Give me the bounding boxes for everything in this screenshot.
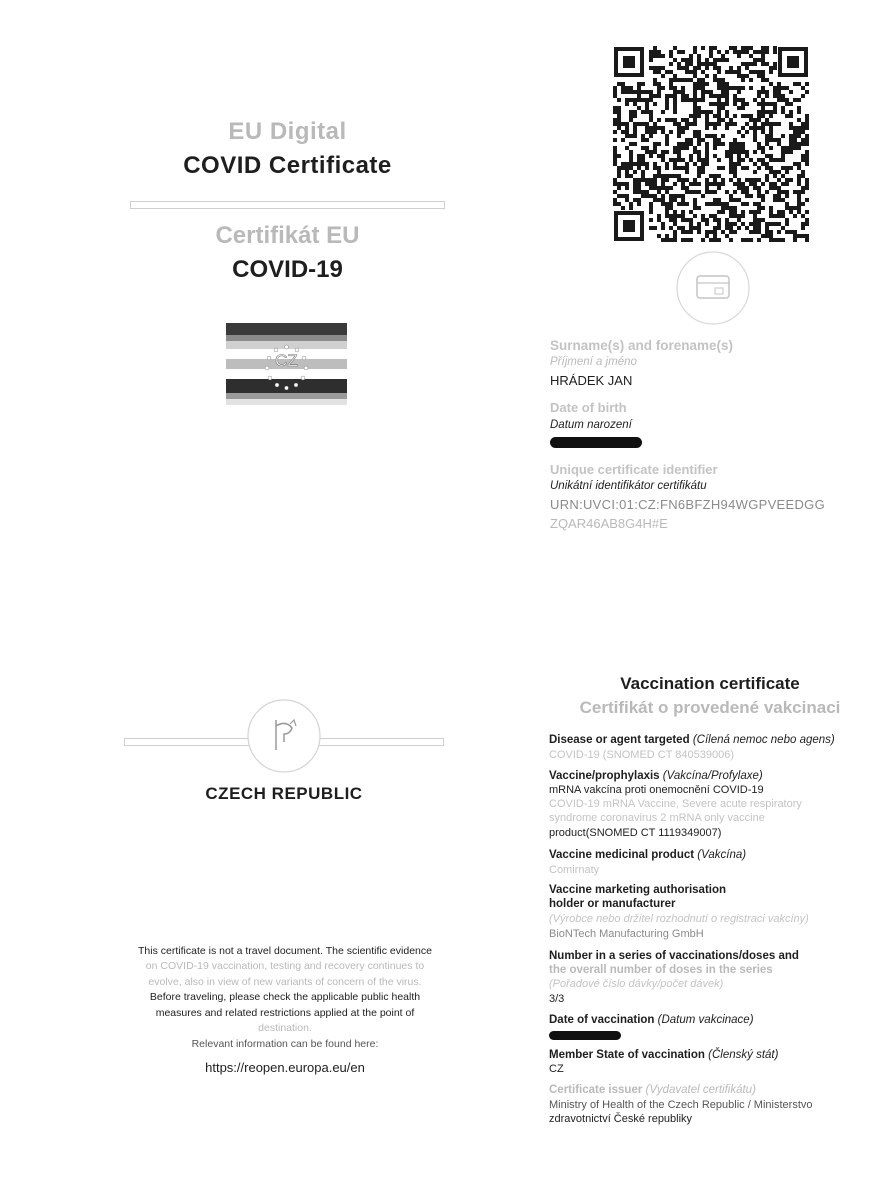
vaccination-title: Vaccination certificate [620, 674, 800, 693]
country-name: CZECH REPUBLIC [205, 784, 363, 803]
manufacturer-label-cz: (Výrobce nebo držitel rozhodnutí o registraci vakcíny) [549, 913, 809, 925]
title-cz-line1: Certifikát EU [215, 222, 360, 249]
uci-value-line1: URN:UVCI:01:CZ:FN6BFZH94WGPVEEDGG [550, 497, 825, 512]
disclaimer-line: Before traveling, please check the applicable public health [149, 991, 421, 1004]
dob-label: Date of birth [550, 400, 627, 415]
prophylaxis-value-1: mRNA vakcína proti onemocnění COVID-19 [549, 784, 764, 796]
issuer-label: Certificate issuer (Vydavatel certifikátu) [549, 1084, 756, 1096]
lion-seal-icon [246, 698, 322, 774]
name-label: Surname(s) and forename(s) [550, 338, 734, 353]
uci-value-line2: ZQAR46AB8G4H#E [550, 516, 668, 531]
flag-country-code: CZ [275, 351, 298, 370]
uci-label-cz: Unikátní identifikátor certifikátu [550, 480, 707, 492]
disease-label: Disease or agent targeted (Cílená nemoc nebo agens) [549, 734, 835, 746]
disclaimer-line: evolve, also in view of new variants of concern of the virus. [148, 975, 422, 988]
disclaimer-line: destination. [258, 1022, 312, 1035]
dob-label-cz: Datum narození [550, 419, 632, 431]
doses-label-2: the overall number of doses in the series [549, 964, 773, 976]
prophylaxis-label: Vaccine/prophylaxis (Vakcína/Profylaxe) [549, 770, 763, 782]
manufacturer-value: BioNTech Manufacturing GmbH [549, 928, 704, 940]
doses-label-1: Number in a series of vaccinations/doses and [549, 950, 799, 962]
issuer-label-cz: (Vydavatel certifikátu) [645, 1084, 756, 1096]
doses-value: 3/3 [549, 993, 565, 1005]
vaccination-title-cz: Certifikát o provedené vakcinaci [579, 698, 841, 717]
prophylaxis-value-3: syndrome coronavirus 2 mRNA only vaccine [549, 812, 765, 824]
uci-label: Unique certificate identifier [550, 462, 718, 477]
qr-code [613, 46, 809, 242]
prophylaxis-value-4: product(SNOMED CT 1119349007) [549, 827, 722, 839]
date-redacted [549, 1031, 621, 1040]
product-label-cz: (Vakcína) [697, 849, 747, 861]
certificate-seal-icon [675, 250, 751, 326]
disclaimer-line: on COVID-19 vaccination, testing and recovery continues to [145, 960, 425, 973]
title-en-line1: EU Digital [228, 118, 347, 145]
doses-label-cz: (Pořadové číslo dávky/počet dávek) [549, 978, 724, 990]
issuer-value-1: Ministry of Health of the Czech Republic / Ministerstvo [549, 1099, 813, 1111]
disease-label-cz: (Cílená nemoc nebo agens) [692, 734, 835, 746]
disease-value: COVID-19 (SNOMED CT 840539006) [549, 749, 735, 761]
member-state-label: Member State of vaccination (Členský stát) [549, 1049, 779, 1061]
manufacturer-label-2: holder or manufacturer [549, 898, 676, 910]
title-cz-line2: COVID-19 [232, 256, 343, 283]
date-label: Date of vaccination (Datum vakcinace) [549, 1014, 754, 1026]
member-state-label-cz: (Členský stát) [708, 1049, 779, 1061]
member-state-value: CZ [549, 1063, 564, 1075]
name-label-cz: Příjmení a jméno [550, 356, 637, 368]
reopen-europa-link[interactable]: https://reopen.europa.eu/en [205, 1060, 365, 1075]
dob-redacted [550, 437, 642, 448]
title-en-line2: COVID Certificate [183, 152, 392, 179]
prophylaxis-value-2: COVID-19 mRNA Vaccine, Severe acute respiratory [549, 798, 802, 810]
disclaimer-line: This certificate is not a travel document. The scientific evidence [138, 945, 432, 957]
date-label-cz: (Datum vakcinace) [657, 1014, 754, 1026]
issuer-value-2: zdravotnictví České republiky [549, 1113, 693, 1125]
title-divider [130, 201, 445, 209]
product-value: Comirnaty [549, 864, 600, 876]
name-value: HRÁDEK JAN [550, 373, 633, 388]
relevant-info-text: Relevant information can be found here: [191, 1038, 379, 1051]
disclaimer [120, 944, 450, 1053]
manufacturer-label-1: Vaccine marketing authorisation [549, 884, 727, 896]
disclaimer-line: measures and related restrictions applied at the point of [155, 1006, 415, 1019]
prophylaxis-label-cz: (Vakcína/Profylaxe) [662, 770, 763, 782]
product-label: Vaccine medicinal product (Vakcína) [549, 849, 747, 861]
